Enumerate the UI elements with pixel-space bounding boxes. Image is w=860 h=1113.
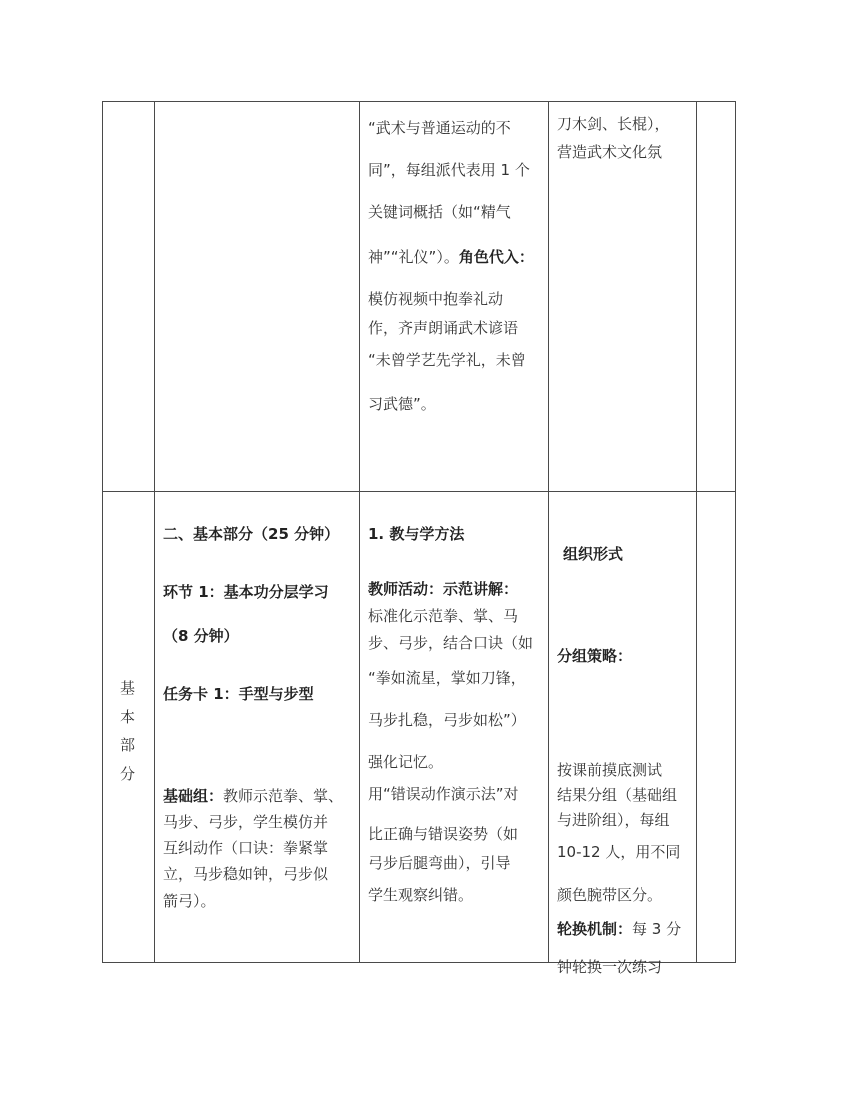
step-title: 环节 1：基本功分层学习 bbox=[163, 583, 329, 601]
activity-line: 同”，每组派代表用 1 个 bbox=[368, 161, 530, 179]
basic-group-line: 箭弓）。 bbox=[163, 892, 216, 910]
org-line: 按课前摸底测试 bbox=[557, 761, 663, 779]
activity-line: “武术与普通运动的不 bbox=[368, 119, 511, 137]
method-line: 步、弓步，结合口诀（如 bbox=[368, 634, 534, 652]
content-cell bbox=[155, 102, 360, 492]
section-title: 二、基本部分（25 分钟） bbox=[163, 525, 340, 543]
content-cell bbox=[155, 492, 360, 963]
method-cell bbox=[360, 102, 549, 492]
method-line: 强化记忆。 bbox=[368, 753, 444, 771]
activity-line: 习武德”。 bbox=[368, 395, 436, 413]
step-duration: （8 分钟） bbox=[163, 627, 239, 645]
activity-line: 作，齐声朗诵武术谚语 bbox=[368, 319, 519, 337]
rotation-line: 轮换机制：每 3 分 bbox=[557, 920, 682, 938]
rotation-label: 轮换机制： bbox=[557, 920, 633, 938]
section-cell bbox=[103, 492, 155, 963]
org-line: 营造武术文化氛 bbox=[557, 143, 663, 161]
activity-line: “未曾学艺先学礼，未曾 bbox=[368, 351, 526, 369]
org-line: 10-12 人，用不同 bbox=[557, 843, 681, 861]
method-line: 弓步后腿弯曲），引导 bbox=[368, 854, 511, 872]
section-char: 部 bbox=[120, 736, 136, 754]
section-cell bbox=[103, 102, 155, 492]
notes-cell bbox=[697, 102, 736, 492]
grouping-strategy-label: 分组策略： bbox=[557, 647, 633, 665]
table-row bbox=[103, 492, 736, 963]
organization-cell bbox=[549, 102, 697, 492]
method-line: 用“错误动作演示法”对 bbox=[368, 785, 519, 803]
method-line: 马步扎稳，弓步如松”） bbox=[368, 711, 526, 729]
section-char: 本 bbox=[120, 708, 136, 726]
section-char: 分 bbox=[120, 765, 136, 783]
method-line: 学生观察纠错。 bbox=[368, 886, 474, 904]
activity-line: 模仿视频中抱拳礼动 bbox=[368, 290, 504, 308]
activity-line: 神”“礼仪”）。角色代入： bbox=[368, 248, 534, 266]
org-line: 颜色腕带区分。 bbox=[557, 886, 663, 904]
basic-group-line: 互纠动作（口诀：拳紧掌 bbox=[163, 839, 329, 857]
method-title: 1. 教与学方法 bbox=[368, 525, 465, 543]
role-play-label: 角色代入： bbox=[458, 248, 534, 266]
method-line: 标准化示范拳、掌、马 bbox=[368, 607, 519, 625]
org-line: 刀木剑、长棍）， bbox=[557, 115, 670, 133]
table-row bbox=[103, 102, 736, 492]
basic-group-label: 基础组： bbox=[163, 787, 224, 805]
org-form-title: 组织形式 bbox=[563, 545, 624, 563]
lesson-plan-table bbox=[102, 101, 736, 976]
notes-cell bbox=[697, 492, 736, 963]
basic-group-line: 基础组：教师示范拳、掌、 bbox=[163, 787, 344, 805]
org-line: 结果分组（基础组 bbox=[557, 786, 678, 804]
method-line: 比正确与错误姿势（如 bbox=[368, 825, 519, 843]
basic-group-line: 马步、弓步，学生模仿并 bbox=[163, 813, 329, 831]
org-line: 与进阶组），每组 bbox=[557, 811, 670, 829]
method-cell bbox=[360, 492, 549, 963]
basic-group-line: 立，马步稳如钟，弓步似 bbox=[163, 865, 329, 883]
method-line: “拳如流星，掌如刀锋， bbox=[368, 669, 526, 687]
organization-cell bbox=[549, 492, 697, 976]
section-char: 基 bbox=[120, 679, 136, 697]
task-card-title: 任务卡 1：手型与步型 bbox=[163, 685, 314, 703]
teacher-activity-label: 教师活动：示范讲解： bbox=[368, 580, 519, 598]
activity-line: 关键词概括（如“精气 bbox=[368, 203, 511, 221]
rotation-line: 钟轮换一次练习 bbox=[557, 958, 663, 976]
